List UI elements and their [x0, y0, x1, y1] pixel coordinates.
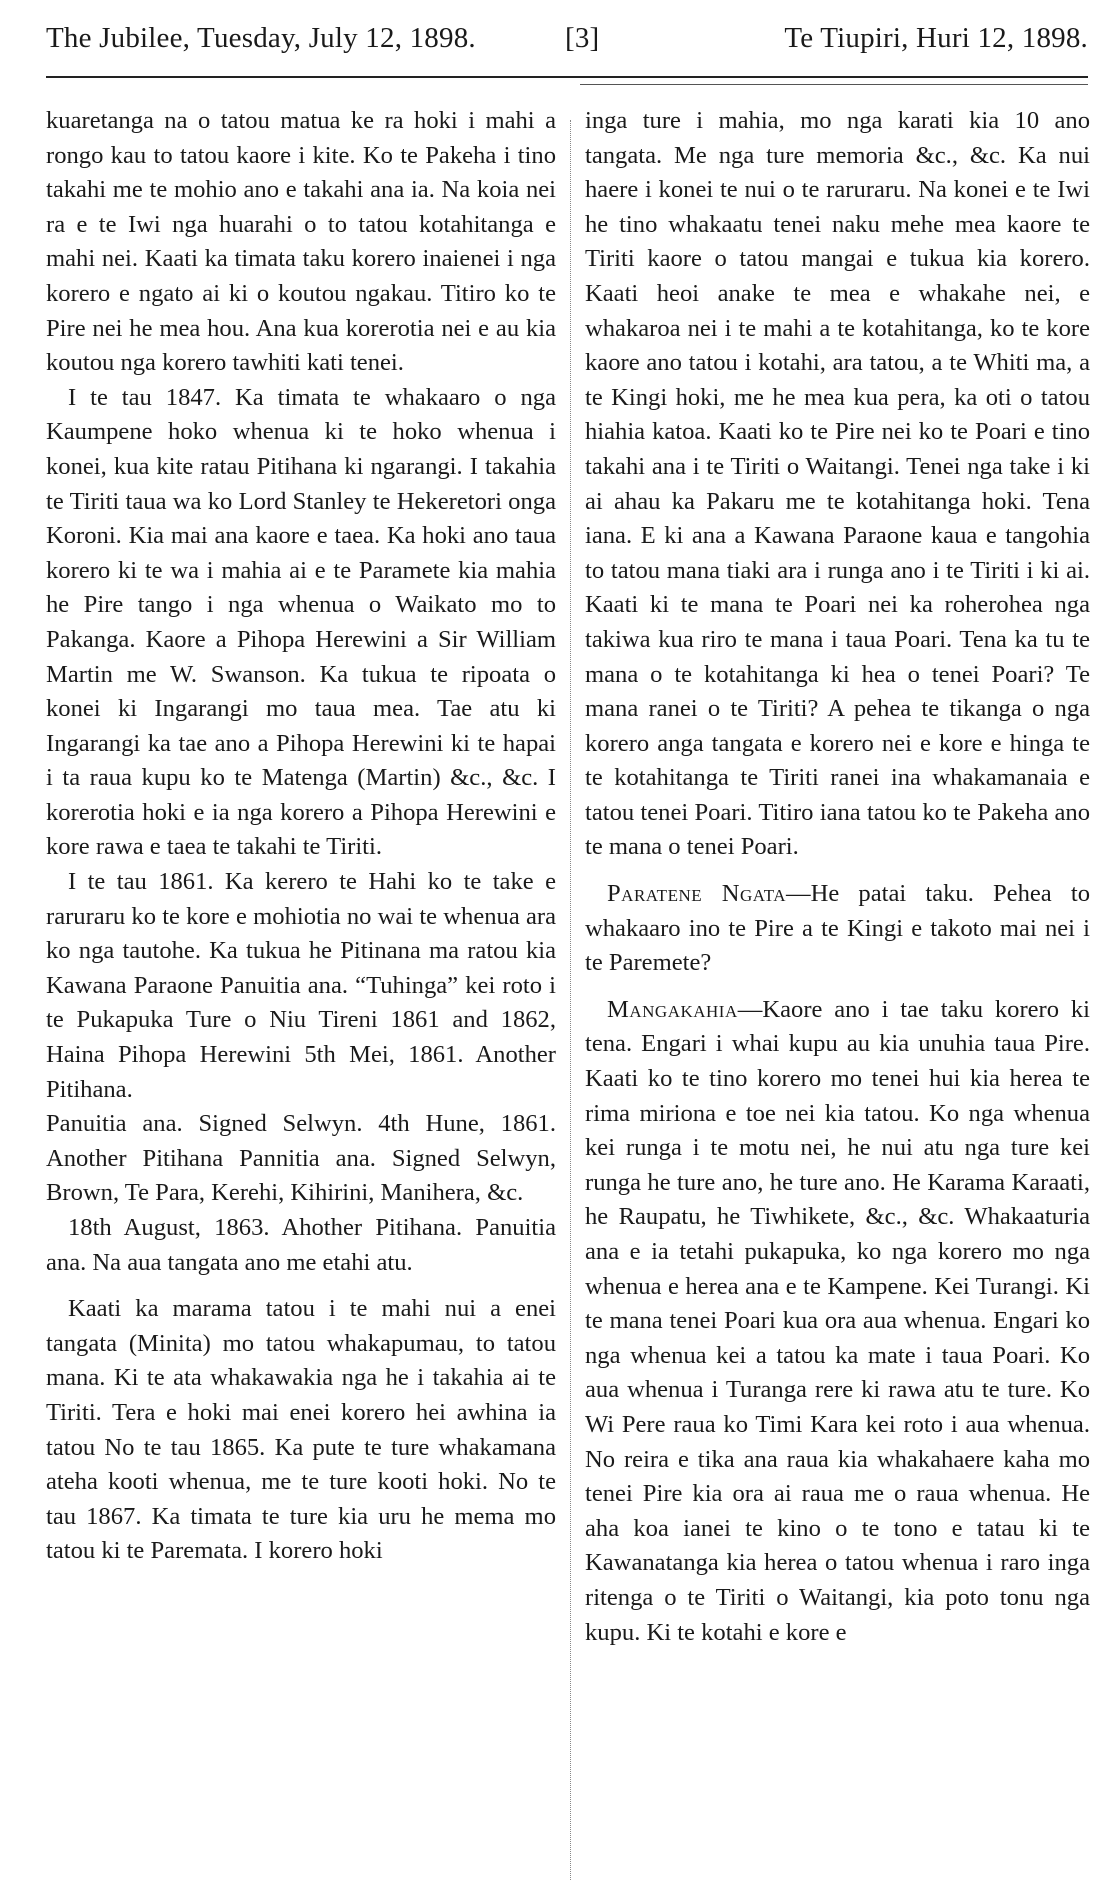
- left-column: [46, 104, 556, 1569]
- header-rule: [46, 76, 1088, 78]
- speech-text: —He patai taku. Pehea to whakaaro ino te Pire a te Kingi e takoto mai nei i te Paremete?: [585, 880, 1090, 977]
- header-maori-title: Te Tiupiri, Huri 12, 1898.: [784, 22, 1088, 54]
- paragraph: 18th August, 1863. Ahother Pitihana. Panuitia ana. Na aua tangata ano me etahi atu.: [46, 1214, 556, 1276]
- paragraph: inga ture i mahia, mo nga karati kia 10 ano tangata. Me nga ture memoria &c., &c. Ka nui haere i konei te nui o te raruraru. Na konei e te Iwi he tino whakaatu tenei naku mehe mea kaore te Tiriti kaore o tatou mangai e tukua kia korero. Kaati heoi anake te mea e whakahe nei, e whakaroa nei i te mahi a te kotahitanga, ko te kore kaore ano tatou i kotahi, ara tatou, a te Whiti ma, a te Kingi hoki, me he mea kua pera, ka oti o tatou hiahia katoa. Kaati ko te Pire nei ko te Poari e tino takahi ana i te Tiriti o Waitangi. Tenei nga take i ki ai ahau ka Pakaru me te kotahitanga hoki. Tena iana. E ki ana a Kawana Paraone kaua e tangohia to tatou mana tiaki ara i runga ano i te Tiriti i ki ai. Kaati ki te mana te Poari nei ka roherohea nga takiwa kua riro te mana i taua Poari. Tena ka tu te mana o te kotahitanga ki hea o tenei Poari? Te mana ranei o te Tiriti? A pehea te tikanga o nga korero anga tangata e korero nei e kore e hinga te te kotahitanga te Tiriti ranei ina whakamanaia e tatou tenei Poari. Titiro iana tatou ko te Pakeha ano te mana o tenei Poari.: [585, 107, 1090, 861]
- page-header: [0, 0, 1114, 90]
- speaker-paragraph: [585, 877, 1090, 981]
- speaker-name: Paratene Ngata: [607, 880, 786, 908]
- speech-text: —Kaore ano i tae taku korero ki tena. Engari i whai kupu au kia unuhia taua Pire. Kaati ko te tino korero mo tenei hui kia herea te rima miriona e toe nei kia tatou. Ko nga whenua kei runga i te motu nei, he nui atu nga ture kei runga he ture ano, he ture ano. He Karama Karaati, he Raupatu, he Tiwhikete, &c., &c. Whakaaturia ana e ia tetahi pukapuka, ko nga korero mo nga whenua e herea ana e te Kampene. Kei Turangi. Ki te mana tenei Poari kua ora aua whenua. Engari ko nga whenua kei a tatou ka mate i taua Poari. Ko aua whenua i Turanga rere ki rawa atu te ture. Ko Wi Pere raua ko Timi Kara kei roto i aua whenua. No reira e tika ana raua kia whakahaere kaha mo tenei Pire kia ora ai raua me o raua whenua. He aha koa ianei te kino o te tono e tatau ki te Kawanatanga kia herea o tatou whenua i raro inga ritenga o te Tiriti o Waitangi, kia poto tonu nga kupu. Ki te kotahi e kore e: [585, 995, 1090, 1646]
- paragraph: I te tau 1847. Ka timata te whakaaro o nga Kaumpene hoko whenua ki te hoko whenua i konei, kua kite ratau Pitihana ki ngarangi. I takahia te Tiriti taua wa ko Lord Stanley te Hekeretori onga Koroni. Kia mai ana kaore e taea. Ka hoki ano taua korero ki te wa i mahia ai e te Paramete kia mahia he Pire tango i nga whenua o Waikato mo to Pakanga. Kaore a Pihopa Herewini a Sir William Martin me W. Swanson. Ka tukua te ripoata o konei ki Ingarangi mo taua mea. Tae atu ki Ingarangi ka tae ano a Pihopa Herewini ki te hapai i ta raua kupu ko te Matenga (Martin) &c., &c. I korerotia hoki e ia nga korero a Pihopa Herewini e kore rawa e taea te takahi te Tiriti.: [46, 383, 556, 861]
- paragraph: Panuitia ana. Signed Selwyn. 4th Hune, 1861. Another Pitihana Pannitia ana. Signed Selwyn, Brown, Te Para, Kerehi, Kihirini, Manihera, &c.: [46, 1110, 556, 1207]
- speaker-paragraph: [585, 993, 1090, 1650]
- header-english-title: The Jubilee, Tuesday, July 12, 1898.: [46, 22, 476, 54]
- header-rule-secondary: [580, 84, 1088, 85]
- page-number: [3]: [565, 22, 600, 54]
- speaker-name: Mangakahia: [607, 995, 738, 1023]
- paragraph: I te tau 1861. Ka kerero te Hahi ko te take e raruraru ko te kore e mohiotia no wai te whenua ara ko nga tautohe. Ka tukua he Pitinana ma ratou kia Kawana Paraone Panuitia ana. “Tuhinga” kei roto i te Pukapuka Ture o Niu Tireni 1861 and 1862, Haina Pihopa Herewini 5th Mei, 1861. Another Pitihana.: [46, 868, 556, 1103]
- paragraph: Kaati ka marama tatou i te mahi nui a enei tangata (Minita) mo tatou whakapumau, to tatou mana. Ki te ata whakawakia nga he i takahia ai te Tiriti. Tera e hoki mai enei korero hei awhina ia tatou No te tau 1865. Ka pute te ture whakamana ateha kooti whenua, me te ture kooti hoki. No te tau 1867. Ka timata te ture kia uru he mema mo tatou ki te Paremata. I korero hoki: [46, 1295, 556, 1565]
- paragraph: kuaretanga na o tatou matua ke ra hoki i mahi a rongo kau to tatou kaore i kite. Ko te Pakeha i tino takahi me te mohio ano e takahi ana ia. Na koia nei ra e te Iwi nga huarahi o to tatou kotahitanga e mahi nei. Kaati ka timata taku korero inaienei i nga korero e ngato ai ki o koutou ngakau. Titiro ko te Pire nei he mea hou. Ana kua korerotia nei e au kia koutou nga korero tawhiti kati tenei.: [46, 107, 556, 377]
- right-column: [585, 104, 1090, 1650]
- column-divider: [570, 120, 571, 1880]
